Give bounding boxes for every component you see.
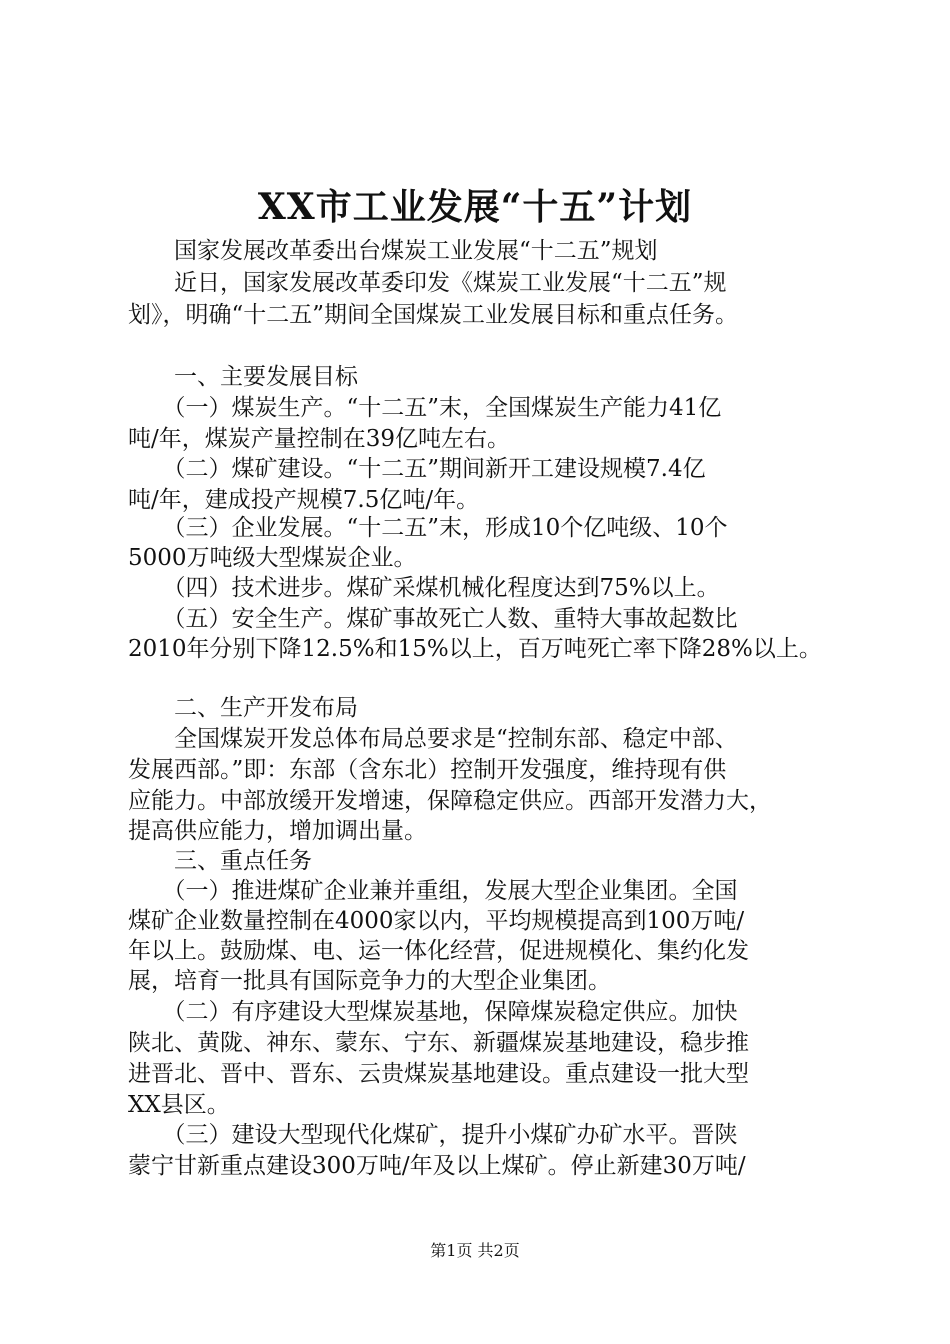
body-line: 国家发展改革委出台煤炭工业发展“十二五”规划 xyxy=(128,238,658,264)
document-title: XX市工业发展“十五”计划 xyxy=(257,186,693,228)
body-line: 近日，国家发展改革委印发《煤炭工业发展“十二五”规 xyxy=(128,270,727,296)
body-line: （五）安全生产。煤矿事故死亡人数、重特大事故起数比 xyxy=(128,606,738,632)
body-line: （一）煤炭生产。“十二五”末，全国煤炭生产能力41亿 xyxy=(128,395,722,421)
section-heading: 三、重点任务 xyxy=(128,848,312,874)
body-line: （三）企业发展。“十二五”末，形成10个亿吨级、10个 xyxy=(128,515,728,541)
body-line: 吨/年，建成投产规模7.5亿吨/年。 xyxy=(128,487,480,513)
body-line: 应能力。中部放缓开发增速，保障稳定供应。西部开发潜力大， xyxy=(128,788,772,814)
body-line: 蒙宁甘新重点建设300万吨/年及以上煤矿。停止新建30万吨/ xyxy=(128,1153,746,1179)
body-line: 全国煤炭开发总体布局总要求是“控制东部、稳定中部、 xyxy=(128,726,738,752)
body-line: 吨/年，煤炭产量控制在39亿吨左右。 xyxy=(128,426,511,452)
body-line: 发展西部。”即：东部（含东北）控制开发强度，维持现有供 xyxy=(128,757,727,783)
body-line: 展，培育一批具有国际竞争力的大型企业集团。 xyxy=(128,968,611,994)
body-line: XX县区。 xyxy=(128,1092,230,1118)
body-line: 5000万吨级大型煤炭企业。 xyxy=(128,545,417,571)
body-line: （一）推进煤矿企业兼并重组，发展大型企业集团。全国 xyxy=(128,878,738,904)
body-line: 划》，明确“十二五”期间全国煤炭工业发展目标和重点任务。 xyxy=(128,302,739,328)
body-line: （二）煤矿建设。“十二五”期间新开工建设规模7.4亿 xyxy=(128,456,706,482)
body-line: （二）有序建设大型煤炭基地，保障煤炭稳定供应。加快 xyxy=(128,999,738,1025)
section-heading: 一、主要发展目标 xyxy=(128,364,358,390)
body-line: （四）技术进步。煤矿采煤机械化程度达到75%以上。 xyxy=(128,575,720,601)
body-line: 进晋北、晋中、晋东、云贵煤炭基地建设。重点建设一批大型 xyxy=(128,1061,749,1087)
body-line: 年以上。鼓励煤、电、运一体化经营，促进规模化、集约化发 xyxy=(128,938,749,964)
body-line: 提高供应能力，增加调出量。 xyxy=(128,818,427,844)
body-line: （三）建设大型现代化煤矿，提升小煤矿办矿水平。晋陕 xyxy=(128,1122,738,1148)
section-heading: 二、生产开发布局 xyxy=(128,695,358,721)
body-line: 2010年分别下降12.5%和15%以上，百万吨死亡率下降28%以上。 xyxy=(128,636,822,662)
page-footer: 第1页 共2页 xyxy=(430,1241,520,1260)
body-line: 陕北、黄陇、神东、蒙东、宁东、新疆煤炭基地建设，稳步推 xyxy=(128,1030,749,1056)
body-line: 煤矿企业数量控制在4000家以内，平均规模提高到100万吨/ xyxy=(128,908,745,934)
